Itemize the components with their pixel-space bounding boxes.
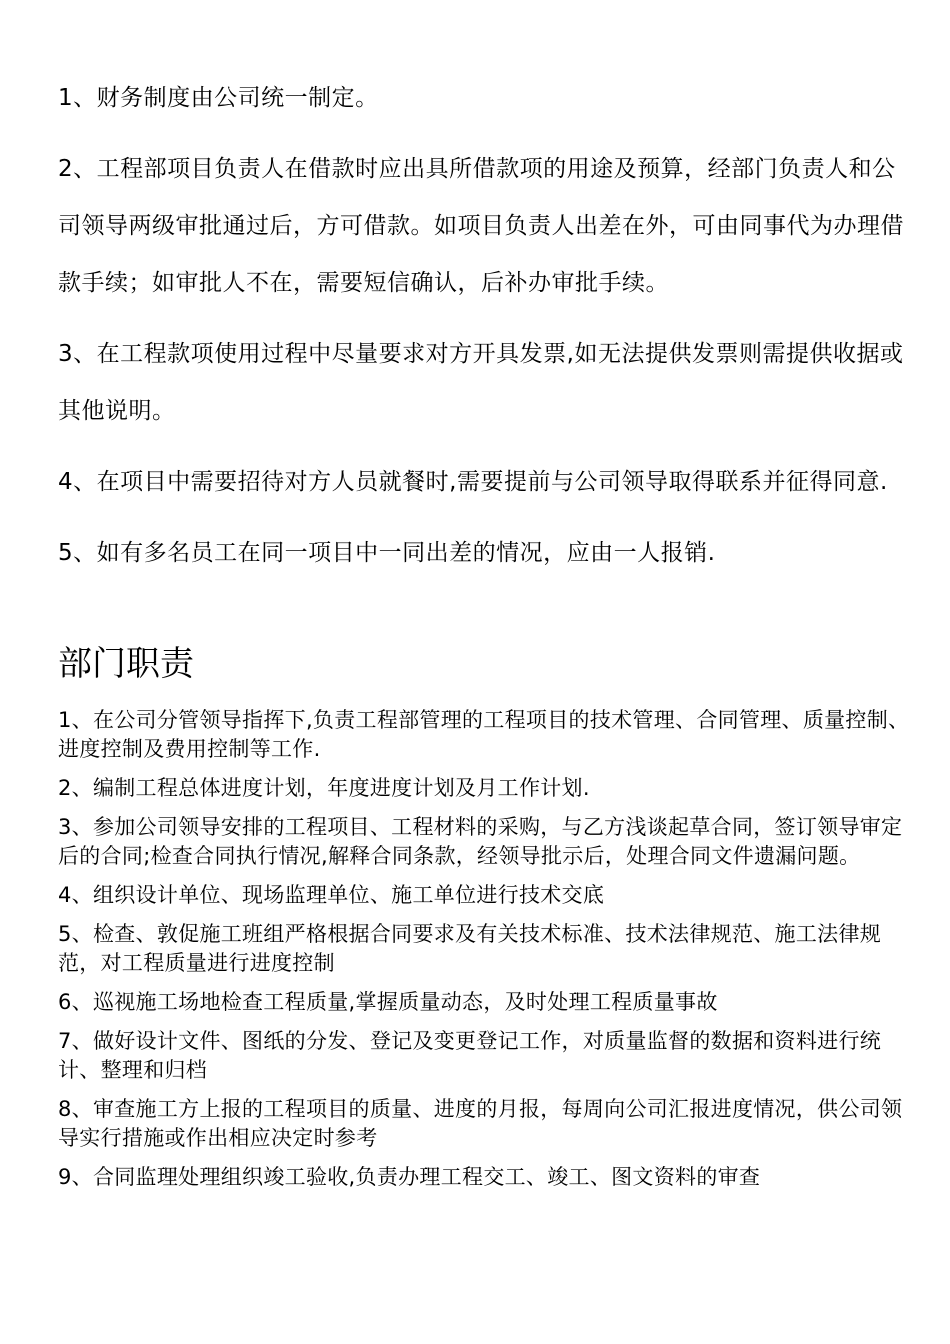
finance-rule-5: 5、如有多名员工在同一项目中一同出差的情况，应由一人报销. [58,540,716,566]
finance-rule-2: 2、工程部项目负责人在借款时应出具所借款项的用途及预算，经部门负责人和公司领导两级审批通过后，方可借款。如项目负责人出差在外，可由同事代为办理借款手续；如审批人不在，需要短信确认，后补办审批手续。 [58,156,904,296]
section-title-department-duties: 部门职责 [58,644,194,684]
duty-item-7: 7、做好设计文件、图纸的分发、登记及变更登记工作，对质量监督的数据和资料进行统计、整理和归档 [58,1029,882,1082]
duty-item-8: 8、审查施工方上报的工程项目的质量、进度的月报，每周向公司汇报进度情况，供公司领导实行措施或作出相应决定时参考 [58,1097,903,1150]
duty-item-1: 1、在公司分管领导指挥下,负责工程部管理的工程项目的技术管理、合同管理、质量控制、进度控制及费用控制等工作. [58,708,910,761]
finance-rule-1: 1、财务制度由公司统一制定。 [58,85,379,111]
duty-item-4: 4、组织设计单位、现场监理单位、施工单位进行技术交底 [58,883,605,907]
duty-item-6: 6、巡视施工场地检查工程质量,掌握质量动态，及时处理工程质量事故 [58,990,718,1014]
duty-item-3: 3、参加公司领导安排的工程项目、工程材料的采购，与乙方浅谈起草合同，签订领导审定后的合同;检查合同执行情况,解释合同条款，经领导批示后，处理合同文件遗漏问题。 [58,815,903,868]
duty-item-5: 5、检查、敦促施工班组严格根据合同要求及有关技术标准、技术法律规范、施工法律规范，对工程质量进行进度控制 [58,922,882,975]
finance-rules-list [58,70,918,596]
finance-rule-4: 4、在项目中需要招待对方人员就餐时,需要提前与公司领导取得联系并征得同意. [58,469,888,495]
duty-item-2: 2、编制工程总体进度计划，年度进度计划及月工作计划. [58,776,590,800]
finance-rule-3: 3、在工程款项使用过程中尽量要求对方开具发票,如无法提供发票则需提供收据或其他说明。 [58,341,904,424]
duty-item-9: 9、合同监理处理组织竣工验收,负责办理工程交工、竣工、图文资料的审查 [58,1165,761,1189]
department-duties-list [58,706,918,1202]
